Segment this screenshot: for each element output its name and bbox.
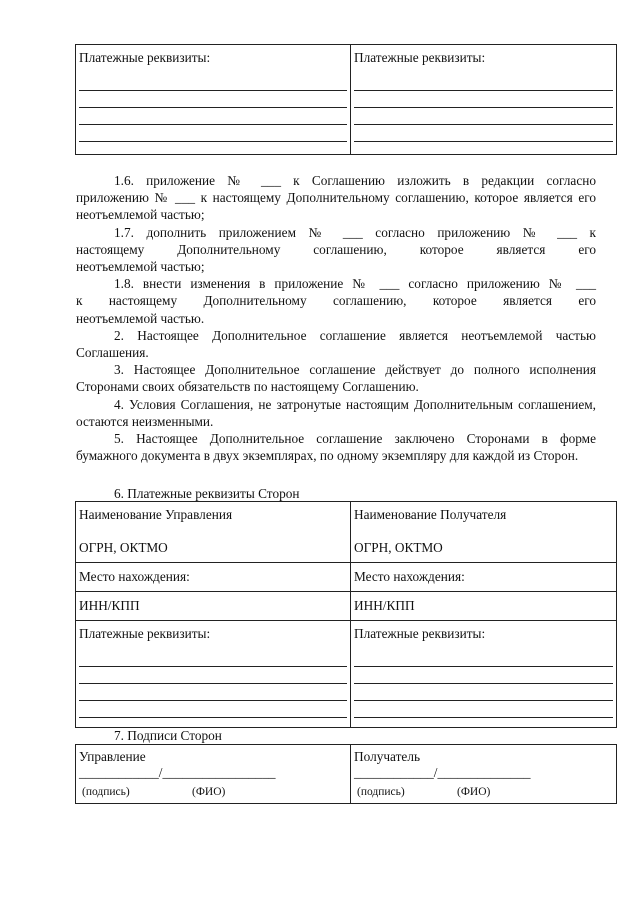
authority-inn-label: ИНН/КПП <box>79 598 140 613</box>
clause-2: 2. Настоящее Дополнительное соглашение является неотъемлемой частью Соглашения. <box>76 327 596 361</box>
table-row <box>76 745 617 804</box>
authority-payment-cell <box>76 621 351 728</box>
recipient-payment-label: Платежные реквизиты: <box>354 626 486 641</box>
authority-location-cell <box>76 563 351 592</box>
payment-requisites-table <box>75 501 617 728</box>
blank-line <box>79 125 347 142</box>
top-right-payment-label: Платежные реквизиты: <box>354 50 486 65</box>
recipient-inn-label: ИНН/КПП <box>354 598 415 613</box>
recipient-inn-cell <box>351 592 617 621</box>
authority-signature-cell <box>76 745 351 804</box>
top-requisites-table <box>75 44 617 155</box>
blank-line <box>354 108 613 125</box>
section-7-heading: 7. Подписи Сторон <box>114 728 222 743</box>
blank-line <box>79 684 347 701</box>
top-left-payment-lines <box>79 70 347 142</box>
table-row <box>76 563 617 592</box>
recipient-signature-captions <box>354 781 613 802</box>
blank-line <box>354 684 613 701</box>
blank-line <box>79 108 347 125</box>
blank-line <box>354 701 613 718</box>
top-left-payment-label: Платежные реквизиты: <box>79 50 211 65</box>
blank-line <box>79 70 347 91</box>
blank-line <box>79 667 347 684</box>
authority-inn-cell <box>76 592 351 621</box>
clause-1-7-line-2: настоящему Дополнительному соглашению, которое является его <box>76 241 596 257</box>
recipient-signature-cell <box>351 745 617 804</box>
name-caption: (ФИО) <box>192 786 226 798</box>
recipient-signature-line: ____________/______________ <box>354 765 531 780</box>
table-row <box>76 502 617 563</box>
blank-line <box>354 91 613 108</box>
clause-1-7-line-3: неотъемлемой частью; <box>76 259 205 275</box>
signatures-table <box>75 744 617 804</box>
clause-1-8-line-2: к настоящему Дополнительному соглашению, которое является его <box>76 293 596 309</box>
blank-line <box>354 646 613 667</box>
authority-name-cell <box>76 502 351 563</box>
blank-line <box>79 91 347 108</box>
blank-line <box>354 667 613 684</box>
top-right-requisites-cell <box>351 45 617 155</box>
clause-3: 3. Настоящее Дополнительное соглашение действует до полного исполнения Сторонами своих обязательств по настоящему Соглашению. <box>76 362 596 395</box>
top-right-payment-lines <box>354 70 613 142</box>
authority-name-label: Наименование Управления <box>79 507 233 522</box>
clause-1-7-line-1: 1.7. дополнить приложением № ___ согласно приложению № ___ к <box>114 224 596 240</box>
agreement-body <box>76 172 596 464</box>
clause-1-8-line-3: неотъемлемой частью. <box>76 310 205 326</box>
authority-party-label: Управление <box>79 749 146 764</box>
recipient-party-label: Получатель <box>354 749 421 764</box>
section-6-heading: 6. Платежные реквизиты Сторон <box>114 486 300 501</box>
authority-signature-line: ____________/_________________ <box>79 765 276 780</box>
blank-line <box>79 646 347 667</box>
blank-line <box>354 125 613 142</box>
recipient-name-cell <box>351 502 617 563</box>
name-caption: (ФИО) <box>457 786 491 798</box>
recipient-location-cell <box>351 563 617 592</box>
clause-5: 5. Настоящее Дополнительное соглашение заключено Сторонами в форме бумажного документа в двух экземплярах, по одному экземпляру для каждой из Сторон. <box>76 431 596 464</box>
recipient-ogrn-label: ОГРН, ОКТМО <box>354 540 443 555</box>
recipient-name-label: Наименование Получателя <box>354 507 507 522</box>
blank-line <box>79 701 347 718</box>
authority-signature-captions <box>79 781 347 802</box>
clause-1-6-rest: приложению № ___ к настоящему Дополнительному соглашению, которое является его неотъемлемой частью; <box>76 190 596 223</box>
recipient-location-label: Место нахождения: <box>354 569 465 584</box>
clause-1-8-line-1: 1.8. внести изменения в приложение № ___ согласно приложению № ___ <box>114 276 596 292</box>
authority-payment-lines <box>79 646 347 718</box>
authority-ogrn-label: ОГРН, ОКТМО <box>79 540 168 555</box>
recipient-payment-lines <box>354 646 613 718</box>
signature-caption: (подпись) <box>357 786 405 798</box>
top-left-requisites-cell <box>76 45 351 155</box>
table-row <box>76 592 617 621</box>
blank-line <box>354 70 613 91</box>
table-row <box>76 621 617 728</box>
clause-1-6-line-1: 1.6. приложение № ___ к Соглашению изложить в редакции согласно <box>114 173 596 188</box>
authority-payment-label: Платежные реквизиты: <box>79 626 211 641</box>
recipient-payment-cell <box>351 621 617 728</box>
authority-location-label: Место нахождения: <box>79 569 190 584</box>
clause-4: 4. Условия Соглашения, не затронутые настоящим Дополнительным соглашением, остаются неизменными. <box>76 396 596 429</box>
signature-caption: (подпись) <box>82 786 130 798</box>
